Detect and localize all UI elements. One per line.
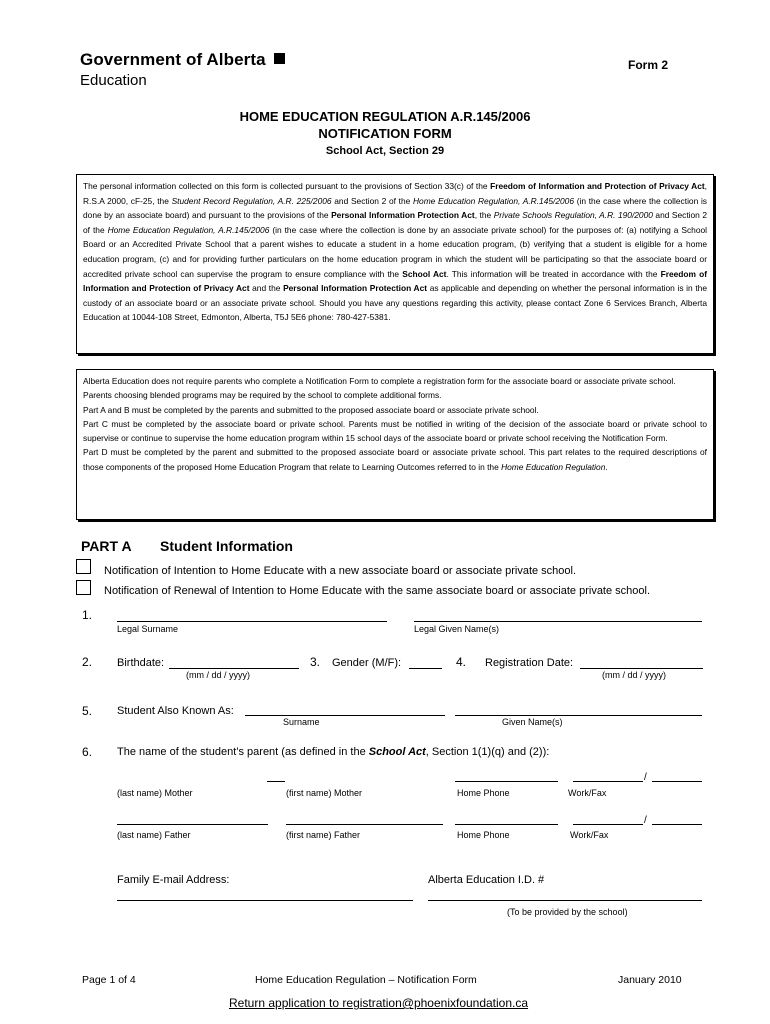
father-fax-field[interactable]	[652, 824, 702, 825]
item-number: 2.	[82, 655, 93, 669]
parent-instruction	[117, 746, 549, 758]
registration-date-field[interactable]	[580, 668, 703, 669]
instruction-line: Part A and B must be completed by the parents and submitted to the proposed associate board or associate private school.	[83, 404, 539, 415]
page-subtitle: School Act, Section 29	[325, 145, 445, 157]
text-run: Home Education Regulation	[501, 461, 606, 472]
text-run: . This information will be treated in accordance with the	[446, 268, 661, 279]
text-run: Private Schools Regulation, A.R. 190/2000	[493, 210, 653, 221]
item-number: 1.	[82, 608, 93, 622]
text-run: and the	[249, 283, 284, 294]
legal-surname-field[interactable]	[117, 621, 387, 622]
text-run: Home Education Regulation, A.R.145/2006	[413, 195, 574, 206]
gender-field[interactable]	[409, 668, 442, 669]
text-run: Freedom of Information and Protection of Privacy Act	[490, 181, 705, 191]
father-first-caption: (first name) Father	[286, 830, 361, 840]
aka-given-caption: Given Name(s)	[502, 717, 563, 727]
mother-fax-field[interactable]	[652, 781, 702, 782]
aka-label: Student Also Known As:	[117, 705, 234, 717]
item-number: 3.	[310, 655, 321, 669]
text-run: , Section 1(1)(q) and (2)):	[425, 746, 550, 758]
father-home-phone-field[interactable]	[455, 824, 558, 825]
mother-home-phone-field[interactable]	[455, 781, 558, 782]
father-work-field[interactable]	[573, 824, 643, 825]
part-a-label: PART A	[81, 538, 132, 554]
text-run: (in the case where the collection is done by an associate private school) for the purposes of: (a) notifying a School Board or an Accredited Private School that a parent wishes to educate a student in a home education program, (b) verifying that a student is eligible for a home education program, (c) and for providing further particulars on the home education program in which the student will be participating so that the associate board or accredited private school can supervise the program to ensure compliance with the	[83, 224, 707, 279]
privacy-notice-box	[76, 174, 714, 354]
text-run: and Section 2 of the	[83, 210, 708, 235]
renewal-checkbox[interactable]	[76, 580, 91, 595]
father-first-name-field[interactable]	[286, 824, 443, 825]
text-run: , the	[474, 210, 494, 221]
text-run: , R.S.A 2000, cF-25, the	[83, 181, 707, 206]
ae-id-field[interactable]	[428, 900, 702, 901]
ae-id-note: (To be provided by the school)	[507, 907, 628, 917]
text-run: School Act	[368, 746, 426, 758]
text-run: .	[605, 461, 608, 472]
item-number: 4.	[456, 655, 467, 669]
father-work-caption: Work/Fax	[570, 830, 609, 840]
instruction-line: Part C must be completed by the associate board or private school. Parents must be notified in writing of the decision of the associate board or private school to supervise or continue to supervise the home education program within 15 school days of the associate board or private school receiving the Notification Form.	[83, 418, 707, 444]
form-number: Form 2	[628, 58, 669, 72]
text-run: Student Record Regulation, A.R. 225/2006	[171, 195, 332, 206]
privacy-notice-text	[83, 179, 707, 325]
legal-surname-caption: Legal Surname	[117, 624, 179, 634]
org-logo	[80, 50, 285, 70]
instruction-line: Parents choosing blended programs may be required by the school to complete additional forms.	[83, 390, 442, 401]
text-run: as applicable and depending on whether the personal information is in the custody of an associate board or an associate private school. Should you have any questions regarding this activity, please contact Zone 6 Services Branch, Alberta Education at 10044-108 Street, Edmonton, Alberta, T5J 5E6 phone: 780-427-5381.	[83, 283, 707, 323]
mother-home-phone-caption: Home Phone	[457, 788, 510, 798]
aka-surname-field[interactable]	[245, 715, 445, 716]
birthdate-field[interactable]	[169, 668, 299, 669]
part-a-title: Student Information	[160, 538, 293, 554]
logo-square-icon	[274, 53, 285, 64]
text-run: Part D must be completed by the parent and submitted to the proposed associate board or associate private school. This part relates to the required descriptions of those components of the proposed Home Education Program that relate to Learning Outcomes referred to in the	[83, 447, 707, 472]
instruction-line-d	[83, 445, 707, 474]
email-label: Family E-mail Address:	[117, 874, 230, 886]
footer-title: Home Education Regulation – Notification Form	[255, 974, 477, 986]
text-run: School Act	[402, 268, 447, 279]
text-run: Home Education Regulation, A.R.145/2006	[107, 224, 270, 235]
mother-last-caption: (last name) Mother	[117, 788, 193, 798]
text-run: and Section 2 of the	[331, 195, 413, 206]
text-run: Personal Information Protection Act	[283, 283, 428, 294]
instructions-text	[83, 374, 707, 474]
aka-surname-caption: Surname	[283, 717, 320, 727]
text-run: The personal information collected on this form is collected pursuant to the provisions of Section 33(c) of the	[83, 181, 491, 191]
item-number: 5.	[82, 704, 93, 718]
mother-last-name-field[interactable]	[267, 781, 285, 782]
renewal-label: Notification of Renewal of Intention to Home Educate with the same associate board or associate private school.	[104, 585, 651, 597]
slash: /	[644, 815, 647, 826]
mother-work-field[interactable]	[573, 781, 643, 782]
father-home-phone-caption: Home Phone	[457, 830, 510, 840]
instructions-box	[76, 369, 714, 520]
aka-given-field[interactable]	[455, 715, 702, 716]
org-name: Government of Alberta	[80, 50, 266, 69]
gender-label: Gender (M/F):	[332, 657, 402, 669]
ae-id-label: Alberta Education I.D. #	[428, 874, 545, 886]
father-last-name-field[interactable]	[117, 824, 268, 825]
legal-given-caption: Legal Given Name(s)	[414, 624, 500, 634]
item-number: 6.	[82, 745, 93, 759]
instruction-line: Alberta Education does not require parents who complete a Notification Form to complete a registration form for the associate board or associate private school.	[83, 376, 676, 386]
birthdate-format: (mm / dd / yyyy)	[186, 670, 251, 680]
text-run: Personal Information Protection Act	[331, 210, 475, 221]
mother-work-caption: Work/Fax	[568, 788, 607, 798]
page-title-line2: NOTIFICATION FORM	[318, 126, 452, 141]
registration-date-format: (mm / dd / yyyy)	[602, 670, 667, 680]
footer-date: January 2010	[618, 974, 682, 986]
return-email-link[interactable]: Return application to registration@phoenixfoundation.ca	[229, 996, 529, 1010]
birthdate-label: Birthdate:	[117, 657, 165, 669]
email-field[interactable]	[117, 900, 413, 901]
mother-first-caption: (first name) Mother	[286, 788, 363, 798]
dept-name: Education	[80, 72, 147, 89]
text-run: The name of the student’s parent (as defined in the	[117, 746, 369, 758]
slash: /	[644, 772, 647, 783]
new-notification-checkbox[interactable]	[76, 559, 91, 574]
page-number: Page 1 of 4	[82, 974, 136, 986]
new-notification-label: Notification of Intention to Home Educate with a new associate board or associate private school.	[104, 565, 577, 577]
text-run: (in the case where the collection is done by an associate board) and pursuant to the provisions of the	[83, 195, 707, 221]
registration-date-label: Registration Date:	[485, 657, 574, 669]
legal-given-name-field[interactable]	[414, 621, 702, 622]
father-last-caption: (last name) Father	[117, 830, 191, 840]
page-title: HOME EDUCATION REGULATION A.R.145/2006	[239, 109, 531, 124]
text-run: Freedom of Information and Protection of Privacy Act	[83, 268, 707, 294]
